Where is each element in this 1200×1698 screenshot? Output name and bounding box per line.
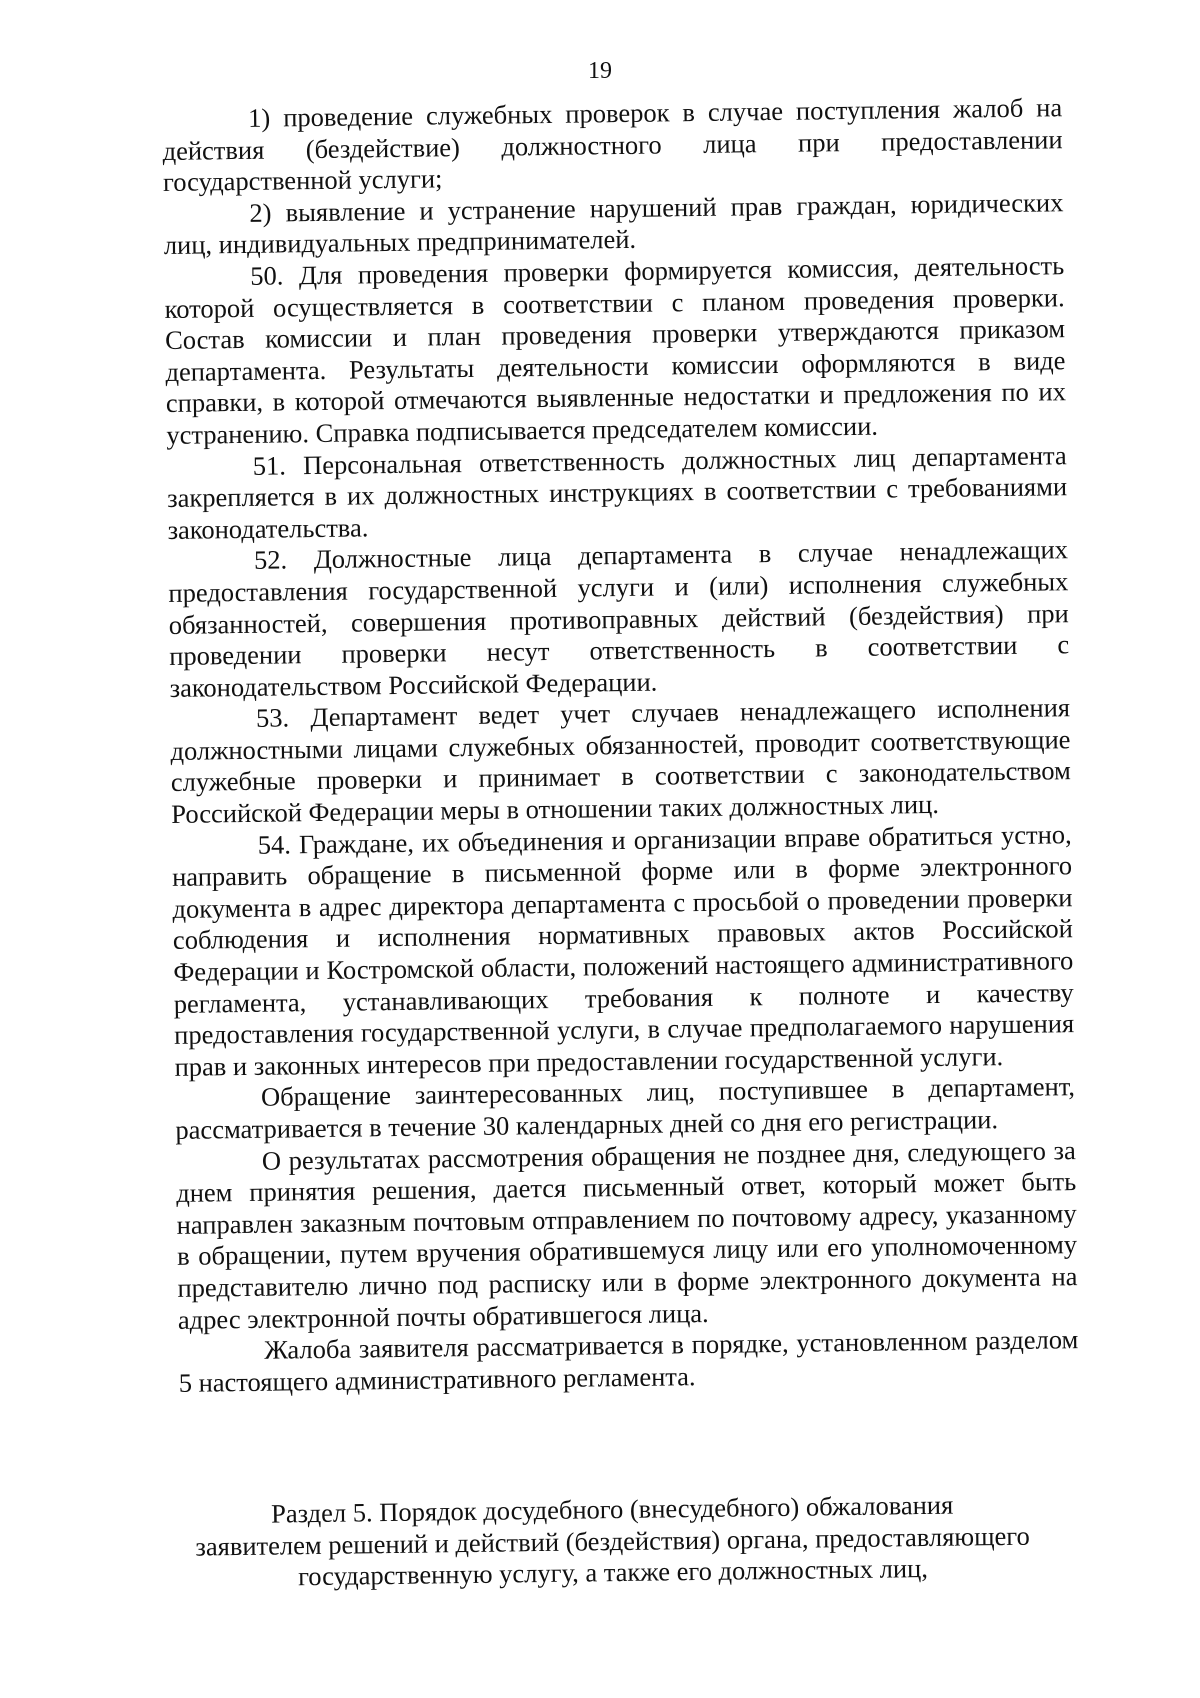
paragraph-complaint: Жалоба заявителя рассматривается в порядке, установленном разделом 5 настоящего административного регламента. [178,1324,1079,1398]
section-heading-line-3: государственную услугу, а также его должностных лиц, [297,1553,929,1592]
document-body [162,92,1079,1399]
paragraph-52: 52. Должностные лица департамента в случае ненадлежащих предоставления государственной услуги и (или) исполнения служебных обязанностей, совершения противоправных действий (бездействия) при проведении проверки несут ответственность в соответствии с законодательством Российской Федерации. [168,534,1070,703]
paragraph-54: 54. Граждане, их объединения и организации вправе обратиться устно, направить обращение в письменной форме или в форме электронного документа в адрес директора департамента с просьбой о проведении проверки соблюдения и исполнения нормативных правовых актов Российской Федерации и Костромской области, положений настоящего административного регламента, устанавливающих требования к полноте и качеству предоставления государственной услуги, в случае предполагаемого нарушения прав и законных интересов при предоставлении государственной услуги. [171,818,1075,1082]
paragraph-51: 51. Персональная ответственность должностных лиц департамента закрепляется в их должностных инструкциях в соответствии с требованиями законодательства. [166,439,1068,545]
paragraph-item-2: 2) выявление и устранение нарушений прав граждан, юридических лиц, индивидуальных предпринимателей. [163,186,1064,261]
section-heading [162,1488,1063,1595]
paragraph-item-1: 1) проведение служебных проверок в случае поступления жалоб на действия (бездействие) должностного лица при предоставлении государственной услуги; [162,92,1063,198]
paragraph-appeal-result: О результатах рассмотрения обращения не позднее дня, следующего за днем принятия решения, дается письменный ответ, который может быть направлен заказным почтовым отправлением по почтовому адресу, указанному в обращении, путем вручения обратившемуся лицу или его уполномоченному представителю лично под расписку или в форме электронного документа на адрес электронной почты обратившегося лица. [176,1134,1078,1335]
paragraph-appeal-timing: Обращение заинтересованных лиц, поступившее в департамент, рассматривается в течение 30 календарных дней со дня его регистрации. [175,1071,1076,1145]
section-heading-line-1: Раздел 5. Порядок досудебного (внесудебного) обжалования [270,1489,954,1529]
paragraph-53: 53. Департамент ведет учет случаев ненадлежащего исполнения должностными лицами служебных обязанностей, проводит соответствующие служебные проверки и принимает в соответствии с законодательством Российской Федерации меры в отношении таких должностных лиц. [170,692,1072,830]
section-heading-line-2: заявителем решений и действий (бездействия) органа, предоставляющего [195,1520,1030,1562]
paragraph-50: 50. Для проведения проверки формируется комиссия, деятельность которой осуществляется в соответствии с планом проведения проверки. Состав комиссии и план проведения проверки утверждаются приказом департамента. Результаты деятельности комиссии оформляются в виде справки, в которой отмечаются выявленные недостатки и предложения по их устранению. Справка подписывается председателем комиссии. [164,250,1067,450]
page-number: 19 [588,58,612,84]
